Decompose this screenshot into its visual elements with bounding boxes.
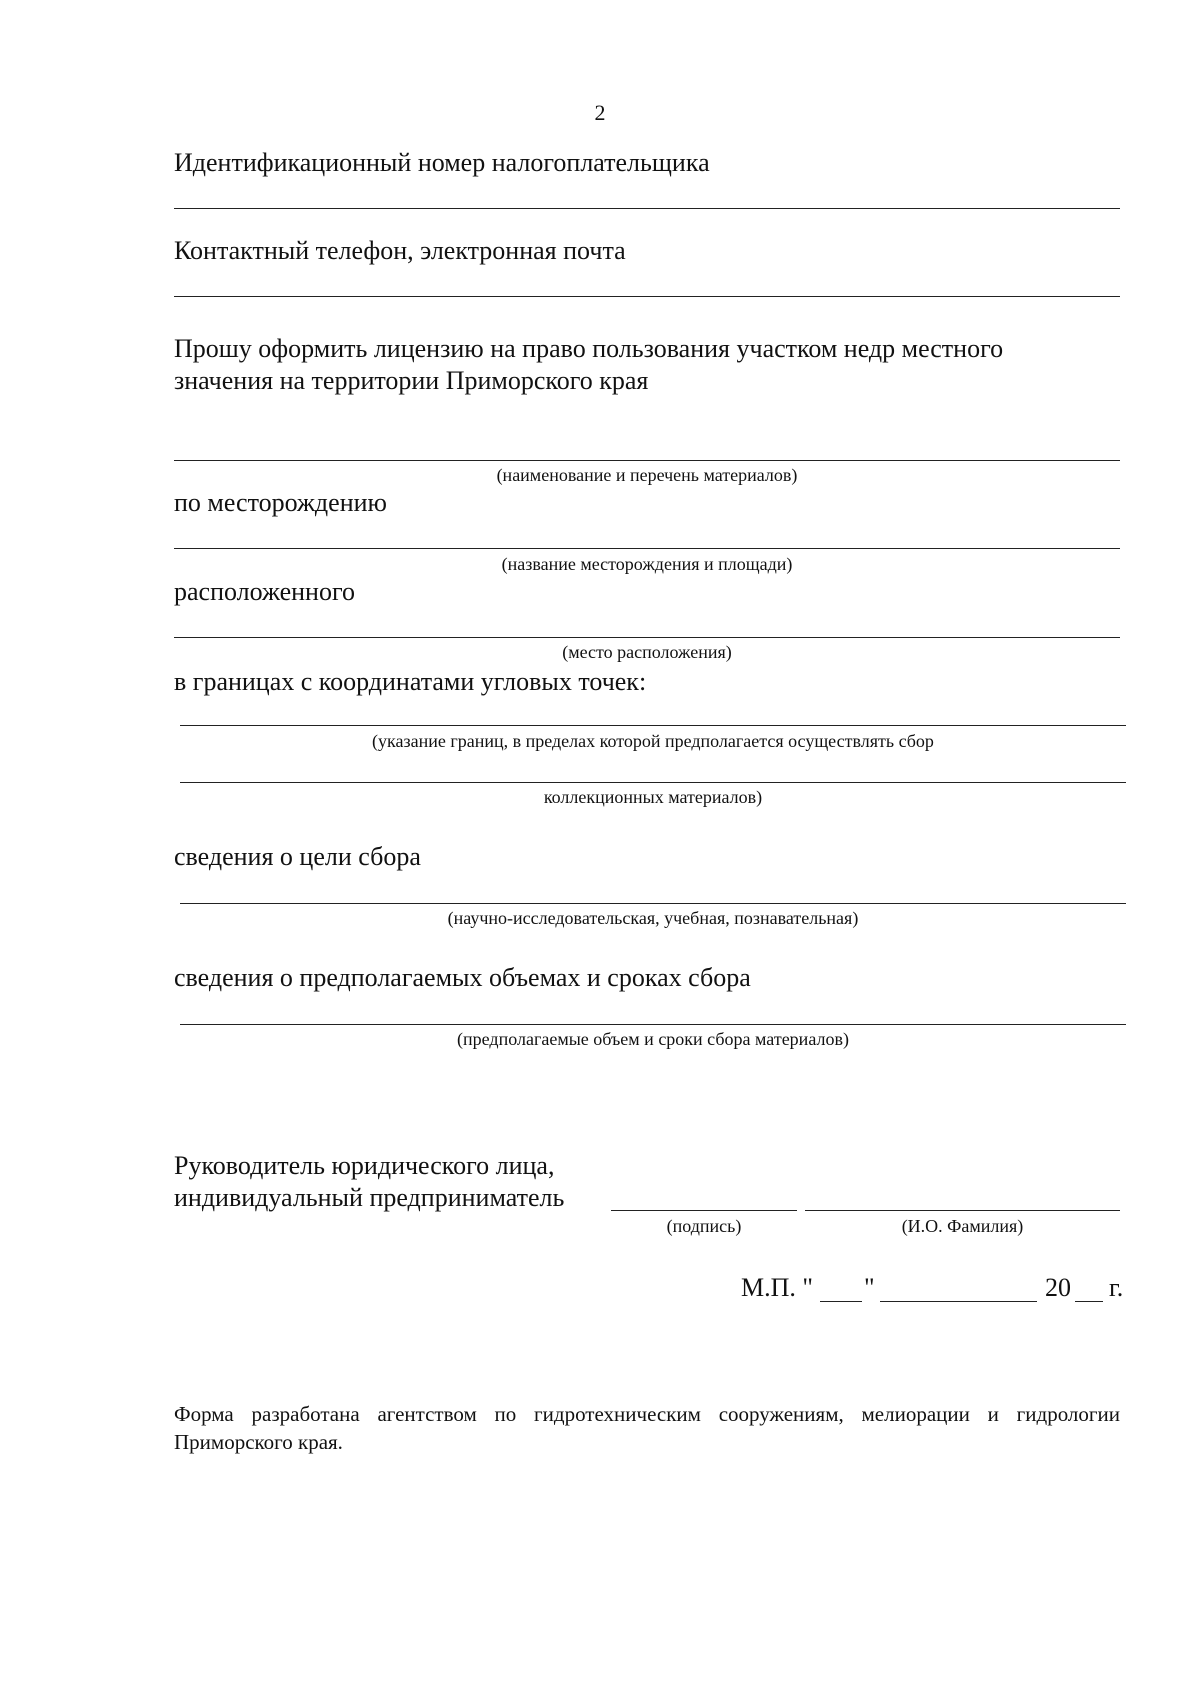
coordinates-label: в границах с координатами угловых точек: <box>174 667 647 696</box>
year-suffix: г. <box>1109 1273 1124 1302</box>
materials-hint: (наименование и перечень материалов) <box>496 465 798 485</box>
page-number: 2 <box>594 100 606 125</box>
year-input-line[interactable] <box>1075 1301 1103 1302</box>
contact-input-line[interactable] <box>174 296 1120 297</box>
purpose-hint: (научно-исследовательская, учебная, познавательная) <box>447 908 859 928</box>
signature-hint: (подпись) <box>666 1216 742 1236</box>
deposit-hint: (название месторождения и площади) <box>501 554 793 574</box>
stamp-prefix: М.П. " <box>741 1273 814 1302</box>
volume-label: сведения о предполагаемых объемах и сроках сбора <box>174 963 751 992</box>
day-input-line[interactable] <box>820 1301 862 1302</box>
located-hint: (место расположения) <box>562 642 732 662</box>
signer-title-line1: Руководитель юридического лица, <box>174 1151 555 1180</box>
volume-hint: (предполагаемые объем и сроки сбора материалов) <box>457 1029 849 1049</box>
purpose-label: сведения о цели сбора <box>174 842 421 871</box>
deposit-input-line[interactable] <box>174 548 1120 549</box>
request-text-line2: значения на территории Приморского края <box>174 366 649 395</box>
signer-title-line2: индивидуальный предприниматель <box>174 1183 565 1212</box>
bounds-hint-1: (указание границ, в пределах которой предполагается осуществлять сбор <box>372 731 934 751</box>
deposit-label: по месторождению <box>174 488 387 517</box>
contact-label: Контактный телефон, электронная почта <box>174 236 626 265</box>
signature-input-line[interactable] <box>611 1210 797 1211</box>
footer-note: Форма разработана агентством по гидротехническим сооружениям, мелиорации и гидрологии Приморского края. <box>174 1402 1120 1454</box>
inn-label: Идентификационный номер налогоплательщика <box>174 148 710 177</box>
inn-input-line[interactable] <box>174 208 1120 209</box>
request-text-line1: Прошу оформить лицензию на право пользования участком недр местного <box>174 334 1004 363</box>
materials-input-line[interactable] <box>174 460 1120 461</box>
stamp-quote-close: " <box>864 1273 875 1302</box>
purpose-input-line[interactable] <box>180 903 1126 904</box>
name-input-line[interactable] <box>805 1210 1120 1211</box>
bounds-input-line-1[interactable] <box>180 725 1126 726</box>
located-label: расположенного <box>174 577 355 606</box>
location-input-line[interactable] <box>174 637 1120 638</box>
bounds-hint-2: коллекционных материалов) <box>543 787 763 807</box>
volume-input-line[interactable] <box>180 1024 1126 1025</box>
year-prefix: 20 <box>1045 1273 1071 1302</box>
name-hint: (И.О. Фамилия) <box>901 1216 1024 1236</box>
bounds-input-line-2[interactable] <box>180 782 1126 783</box>
month-input-line[interactable] <box>880 1301 1037 1302</box>
